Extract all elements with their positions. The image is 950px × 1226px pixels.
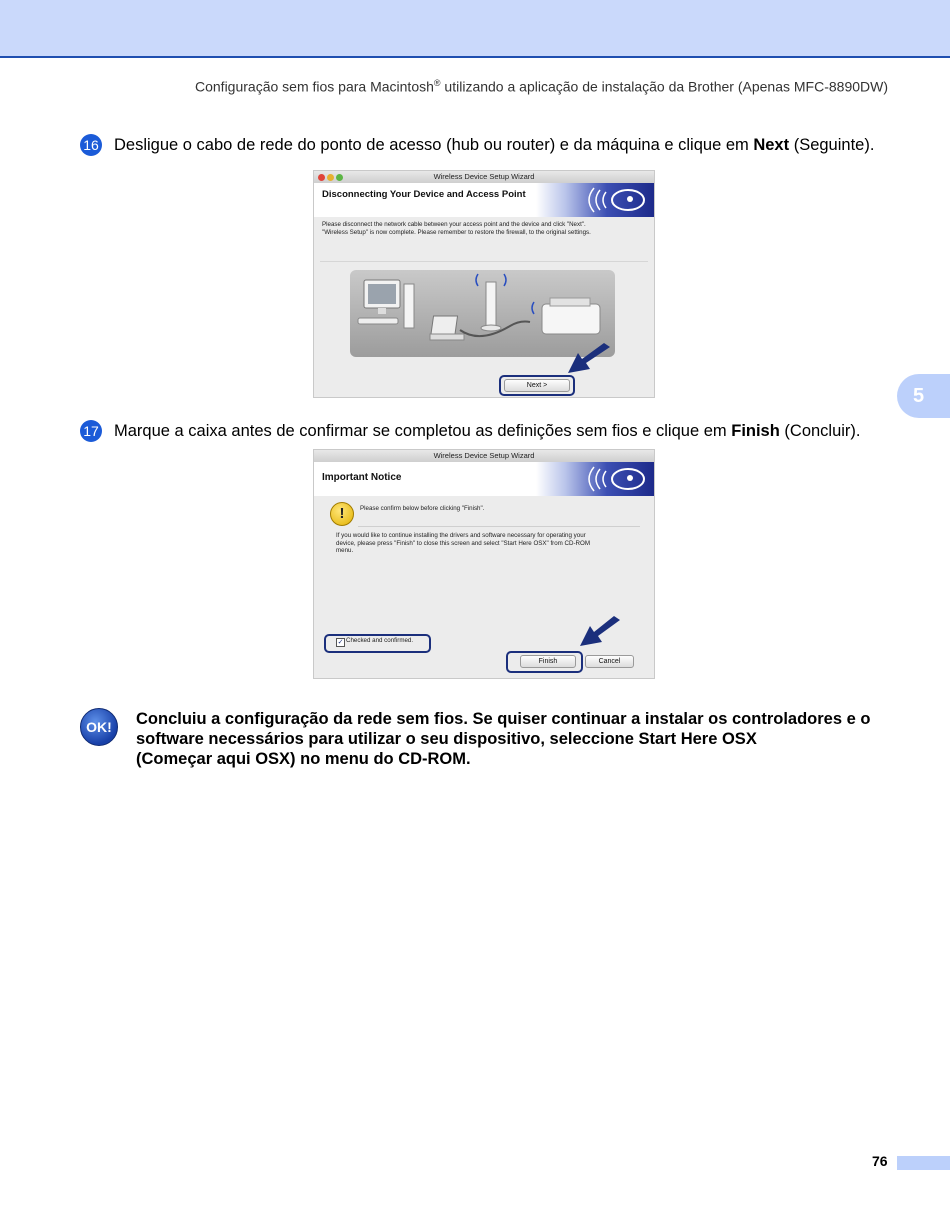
confirm-checkbox[interactable]: ✓ bbox=[337, 639, 344, 646]
dialog-disconnecting bbox=[313, 170, 655, 398]
dialog2-heading: Important Notice bbox=[322, 472, 402, 483]
divider bbox=[320, 261, 648, 262]
header-band bbox=[0, 0, 950, 58]
step-17-text bbox=[114, 422, 861, 441]
dialog2-body bbox=[336, 532, 590, 555]
dialog2-notice: Please confirm below before clicking "Finish". bbox=[360, 505, 485, 512]
page-number-bar bbox=[897, 1156, 950, 1170]
running-header-part2: utilizando a aplicação de instalação da Brother (Apenas MFC-8890DW) bbox=[440, 78, 888, 95]
completion-message bbox=[136, 709, 896, 769]
dialog1-body-line2: "Wireless Setup" is now complete. Please remember to restore the firewall, to the original settings. bbox=[322, 228, 591, 236]
running-header-part1: Configuração sem fios para Macintosh bbox=[195, 78, 434, 95]
dialog2-header bbox=[314, 462, 654, 496]
divider bbox=[358, 526, 640, 527]
step-16-text-pre: Desligue o cabo de rede do ponto de acesso (hub ou router) e da máquina e clique em bbox=[114, 136, 754, 154]
dialog2-body-line1: If you would like to continue installing the drivers and software necessary for operating your bbox=[336, 532, 586, 539]
dialog1-window-title: Wireless Device Setup Wizard bbox=[433, 172, 535, 181]
step-number-17: 17 bbox=[80, 420, 102, 442]
pointer-arrow-icon bbox=[566, 343, 612, 375]
completion-line1: Concluiu a configuração da rede sem fios. Se quiser continuar a instalar os controladores e o bbox=[136, 710, 871, 728]
dialog2-window-title: Wireless Device Setup Wizard bbox=[433, 451, 535, 460]
close-light-icon[interactable] bbox=[318, 174, 325, 181]
wireless-logo-icon bbox=[588, 186, 648, 214]
dialog1-titlebar bbox=[314, 171, 654, 183]
minimize-light-icon[interactable] bbox=[327, 174, 334, 181]
wireless-brand-banner bbox=[536, 183, 654, 217]
running-header bbox=[195, 78, 888, 95]
zoom-light-icon[interactable] bbox=[336, 174, 343, 181]
completion-line3: (Começar aqui OSX) no menu do CD-ROM. bbox=[136, 750, 471, 768]
dialog2-titlebar bbox=[314, 450, 654, 462]
step-16-text bbox=[114, 136, 874, 155]
wireless-brand-banner bbox=[536, 462, 654, 496]
dialog1-body bbox=[322, 221, 591, 236]
dialog2-body-line2: device, please press "Finish" to close this screen and select "Start Here OSX" from CD-ROM bbox=[336, 539, 590, 547]
warning-icon: ! bbox=[330, 502, 354, 526]
completion-line2: software necessários para utilizar o seu dispositivo, seleccione Start Here OSX bbox=[136, 730, 757, 748]
dialog1-header bbox=[314, 183, 654, 217]
step-17-text-bold: Finish bbox=[731, 422, 780, 440]
chapter-tab: 5 bbox=[897, 374, 950, 418]
finish-button[interactable]: Finish bbox=[520, 655, 576, 668]
step-16-text-post: (Seguinte). bbox=[789, 136, 875, 154]
registered-mark: ® bbox=[433, 78, 441, 88]
ok-icon: OK! bbox=[80, 708, 118, 746]
dialog2-body-line3: menu. bbox=[336, 547, 354, 554]
step-16-text-bold: Next bbox=[753, 136, 790, 154]
wireless-logo-icon bbox=[588, 465, 648, 493]
dialog1-body-line1: Please disconnect the network cable between your access point and the device and click "Next". bbox=[322, 221, 586, 228]
next-button[interactable]: Next > bbox=[504, 379, 570, 392]
pointer-arrow-icon bbox=[578, 616, 622, 648]
step-number-16: 16 bbox=[80, 134, 102, 156]
step-17-text-pre: Marque a caixa antes de confirmar se completou as definições sem fios e clique em bbox=[114, 422, 732, 440]
cancel-button[interactable]: Cancel bbox=[585, 655, 634, 668]
confirm-checkbox-label: Checked and confirmed. bbox=[346, 637, 414, 644]
dialog-important-notice bbox=[313, 449, 655, 679]
step-17-text-post: (Concluir). bbox=[779, 422, 861, 440]
dialog1-heading: Disconnecting Your Device and Access Point bbox=[322, 189, 526, 200]
page-number: 76 bbox=[872, 1153, 888, 1169]
